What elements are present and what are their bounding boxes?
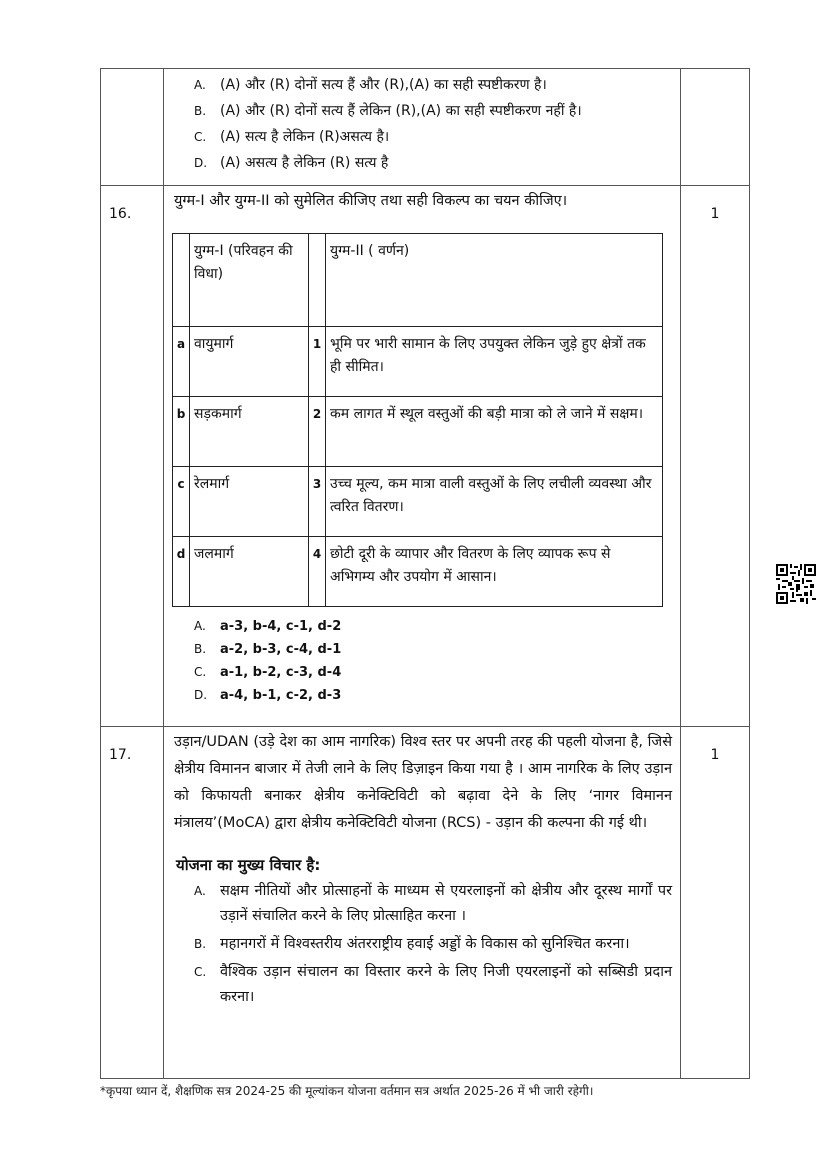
row-q17 <box>101 727 750 1079</box>
q16-option: D. a-4, b-1, c-2, d-3 <box>194 688 342 703</box>
match-row <box>173 537 663 607</box>
row-q15 <box>101 69 750 186</box>
match-key: c <box>173 467 190 537</box>
q16-marks-cell <box>681 186 750 727</box>
match-key: d <box>173 537 190 607</box>
q17-points <box>164 879 680 1010</box>
match-row <box>173 327 663 397</box>
q15-option: C. (A) सत्य है लेकिन (R)असत्य है। <box>194 129 390 145</box>
q16-number: 16. <box>109 206 132 222</box>
match-num: 1 <box>309 327 326 397</box>
q17-subheading: योजना का मुख्य विचार है: <box>176 856 321 874</box>
match-row <box>173 397 663 467</box>
q17-point: C. वैश्विक उड़ान संचालन का विस्तार करने के लिए निजी एयरलाइनों को सब्सिडी प्रदान करना। <box>194 964 672 1005</box>
match-desc: छोटी दूरी के व्यापार और वितरण के लिए व्यापक रूप से अभिगम्य और उपयोग में आसान। <box>326 537 663 607</box>
footnote: *कृपया ध्यान दें, शैक्षणिक सत्र 2024-25 की मूल्यांकन योजना वर्तमान सत्र अर्थात 2025-26 में भी जारी रहेगी। <box>100 1084 594 1098</box>
match-header-key <box>173 234 190 327</box>
match-key: b <box>173 397 190 467</box>
match-table <box>172 233 663 607</box>
q17-point: A. सक्षम नीतियों और प्रोत्साहनों के माध्यम से एयरलाइनों को क्षेत्रीय और दूरस्थ मार्गों पर उड़ानें संचालित करने के लिए प्रोत्साहित करना । <box>194 883 672 924</box>
match-num: 4 <box>309 537 326 607</box>
match-num: 2 <box>309 397 326 467</box>
q15-option: A. (A) और (R) दोनों सत्य हैं और (R),(A) का सही स्पष्टीकरण है। <box>194 77 547 93</box>
q17-marks-cell <box>681 727 750 1079</box>
qr-code-icon <box>776 564 816 604</box>
match-desc: कम लागत में स्थूल वस्तुओं की बड़ी मात्रा को ले जाने में सक्षम। <box>326 397 663 467</box>
q15-number-cell <box>101 69 164 186</box>
match-header-col2: युग्म-II ( वर्णन) <box>326 234 663 327</box>
q17-point: B. महानगरों में विश्वस्तरीय अंतरराष्ट्रीय हवाई अड्डों के विकास को सुनिश्चित करना। <box>194 936 630 952</box>
match-header-col1: युग्म-I (परिवहन की विधा) <box>190 234 309 327</box>
q16-options <box>164 615 680 707</box>
question-table <box>100 68 750 1079</box>
match-header <box>173 234 663 327</box>
match-desc: उच्च मूल्य, कम मात्रा वाली वस्तुओं के लिए लचीली व्यवस्था और त्वरित वितरण। <box>326 467 663 537</box>
q16-option: A. a-3, b-4, c-1, d-2 <box>194 619 342 634</box>
q17-number: 17. <box>109 747 132 763</box>
q16-option: C. a-1, b-2, c-3, d-4 <box>194 665 342 680</box>
match-mode: वायुमार्ग <box>190 327 309 397</box>
q15-content <box>164 69 681 186</box>
q16-question: युग्म-I और युग्म-II को सुमेलित कीजिए तथा सही विकल्प का चयन कीजिए। <box>174 193 568 209</box>
match-num: 3 <box>309 467 326 537</box>
q15-option: D. (A) असत्य है लेकिन (R) सत्य है <box>194 155 389 171</box>
match-key: a <box>173 327 190 397</box>
match-mode: जलमार्ग <box>190 537 309 607</box>
match-row <box>173 467 663 537</box>
match-mode: रेलमार्ग <box>190 467 309 537</box>
q17-paragraph: उड़ान/UDAN (उड़े देश का आम नागरिक) विश्व स्तर पर अपनी तरह की पहली योजना है, जिसे क्षेत्रीय विमानन बाजार में तेजी लाने के लिए डिज़ाइन किया गया है । आम नागरिक के लिए उड़ान को किफायती बनाकर क्षेत्रीय कनेक्टिविटी को बढ़ावा देने के लिए ‘नागर विमानन मंत्रालय’(MoCA) द्वारा क्षेत्रीय कनेक्टिविटी योजना (RCS) - उड़ान की कल्पना की गई थी। <box>174 734 672 831</box>
q15-options <box>164 69 680 176</box>
q16-option: B. a-2, b-3, c-4, d-1 <box>194 642 342 657</box>
q16-content <box>164 186 681 727</box>
match-mode: सड़कमार्ग <box>190 397 309 467</box>
q16-marks: 1 <box>710 206 720 222</box>
row-q16 <box>101 186 750 727</box>
q15-option: B. (A) और (R) दोनों सत्य हैं लेकिन (R),(A) का सही स्पष्टीकरण नहीं है। <box>194 103 582 119</box>
match-desc: भूमि पर भारी सामान के लिए उपयुक्त लेकिन जुड़े हुए क्षेत्रों तक ही सीमित। <box>326 327 663 397</box>
q17-number-cell <box>101 727 164 1079</box>
q17-content <box>164 727 681 1079</box>
q15-marks-cell <box>681 69 750 186</box>
match-header-num <box>309 234 326 327</box>
q16-number-cell <box>101 186 164 727</box>
q17-marks: 1 <box>710 747 720 763</box>
